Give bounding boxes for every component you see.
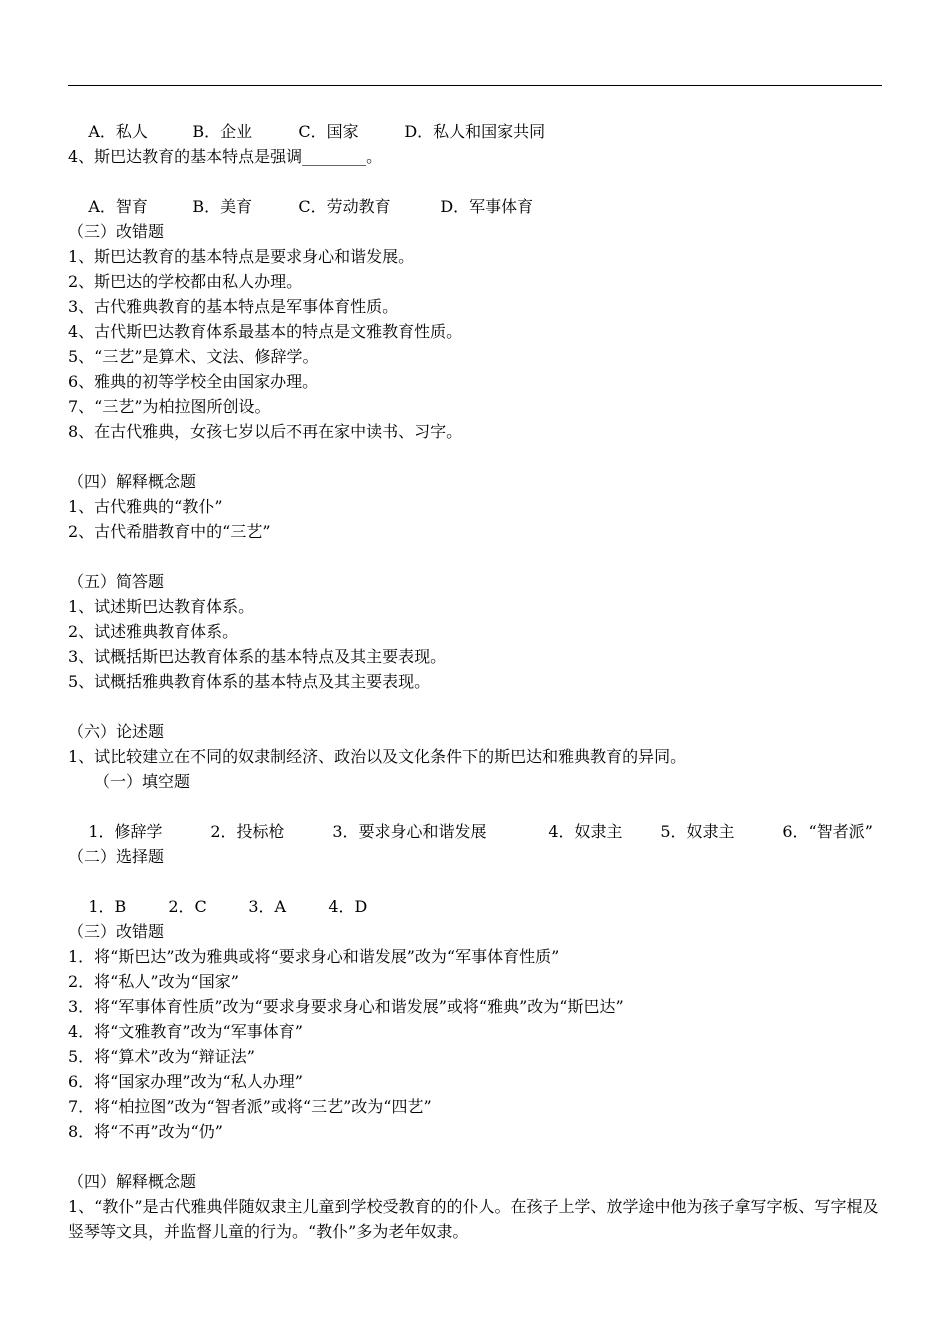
q4-option-d: D．军事体育 [440, 197, 534, 216]
correction-item: 5、“三艺”是算术、文法、修辞学。 [68, 347, 319, 366]
essay-item: 1、试比较建立在不同的奴隶制经济、政治以及文化条件下的斯巴达和雅典教育的异同。 [68, 747, 687, 766]
answer-choice-item: 1．B [88, 897, 127, 916]
concept-item: 2、古代希腊教育中的“三艺” [68, 522, 271, 541]
correction-item: 1、斯巴达教育的基本特点是要求身心和谐发展。 [68, 247, 415, 266]
answer-correction-item: 8．将“不再”改为“仍” [68, 1122, 223, 1141]
q4-option-a: A．智育 [88, 197, 148, 216]
correction-item: 8、在古代雅典，女孩七岁以后不再在家中读书、习字。 [68, 422, 463, 441]
q3-option-c: C．国家 [298, 122, 359, 141]
short-answer-item: 2、试述雅典教育体系。 [68, 622, 239, 641]
concept-item: 1、古代雅典的“教仆” [68, 497, 223, 516]
answer-correction-item: 7．将“柏拉图”改为“智者派”或将“三艺”改为“四艺” [68, 1097, 432, 1116]
answer-fill-item: 2．投标枪 [210, 822, 285, 841]
answer-heading-concept: （四）解释概念题 [68, 1172, 197, 1191]
section-heading-concepts: （四）解释概念题 [68, 472, 197, 491]
answer-heading-fill: （一）填空题 [94, 772, 191, 791]
answer-heading-choice: （二）选择题 [68, 847, 165, 866]
short-answer-item: 5、试概括雅典教育体系的基本特点及其主要表现。 [68, 672, 431, 691]
answer-correction-item: 2．将“私人”改为“国家” [68, 972, 239, 991]
answer-choice-item: 3．A [248, 897, 287, 916]
answer-fill-item: 1．修辞学 [88, 822, 163, 841]
q4-option-b: B．美育 [192, 197, 253, 216]
q3-options [68, 94, 888, 141]
answer-correction-item: 5．将“算术”改为“辩证法” [68, 1047, 255, 1066]
q3-option-a: A．私人 [88, 122, 148, 141]
correction-item: 4、古代斯巴达教育体系最基本的特点是文雅教育性质。 [68, 322, 463, 341]
answer-correction-item: 3．将“军事体育性质”改为“要求身要求身心和谐发展”或将“雅典”改为“斯巴达” [68, 997, 624, 1016]
answer-fill-item: 6．“智者派” [782, 822, 873, 841]
section-heading-essay: （六）论述题 [68, 722, 165, 741]
correction-item: 3、古代雅典教育的基本特点是军事体育性质。 [68, 297, 399, 316]
q4-options [68, 169, 888, 216]
section-heading-short-answer: （五）简答题 [68, 572, 165, 591]
correction-item: 6、雅典的初等学校全由国家办理。 [68, 372, 319, 391]
q4-question: 4、斯巴达教育的基本特点是强调________。 [68, 147, 383, 166]
correction-item: 7、“三艺”为柏拉图所创设。 [68, 397, 271, 416]
short-answer-item: 1、试述斯巴达教育体系。 [68, 597, 255, 616]
q3-option-d: D．私人和国家共同 [404, 122, 546, 141]
short-answer-item: 3、试概括斯巴达教育体系的基本特点及其主要表现。 [68, 647, 447, 666]
q3-option-b: B．企业 [192, 122, 253, 141]
header-rule [68, 85, 882, 86]
answer-correction-item: 1．将“斯巴达”改为雅典或将“要求身心和谐发展”改为“军事体育性质” [68, 947, 560, 966]
answer-fill-item: 3．要求身心和谐发展 [332, 822, 487, 841]
answer-fill-item: 5．奴隶主 [660, 822, 735, 841]
correction-item: 2、斯巴达的学校都由私人办理。 [68, 272, 303, 291]
answer-concept-paragraph: 1、“教仆”是古代雅典伴随奴隶主儿童到学校受教育的的仆人。在孩子上学、放学途中他为孩子拿写字板、写字棍及竖琴等文具，并监督儿童的行为。“教仆”多为老年奴隶。 [68, 1197, 879, 1241]
section-heading-correction: （三）改错题 [68, 222, 165, 241]
answer-correction-item: 6．将“国家办理”改为“私人办理” [68, 1072, 303, 1091]
answer-correction-item: 4．将“文雅教育”改为“军事体育” [68, 1022, 303, 1041]
answer-fill-row [68, 794, 888, 841]
answer-choice-row [68, 869, 888, 916]
answer-heading-correction: （三）改错题 [68, 922, 165, 941]
answer-choice-item: 4．D [328, 897, 368, 916]
q4-option-c: C．劳动教育 [298, 197, 391, 216]
answer-fill-item: 4．奴隶主 [548, 822, 623, 841]
answer-choice-item: 2．C [168, 897, 207, 916]
document-page [68, 94, 888, 1244]
